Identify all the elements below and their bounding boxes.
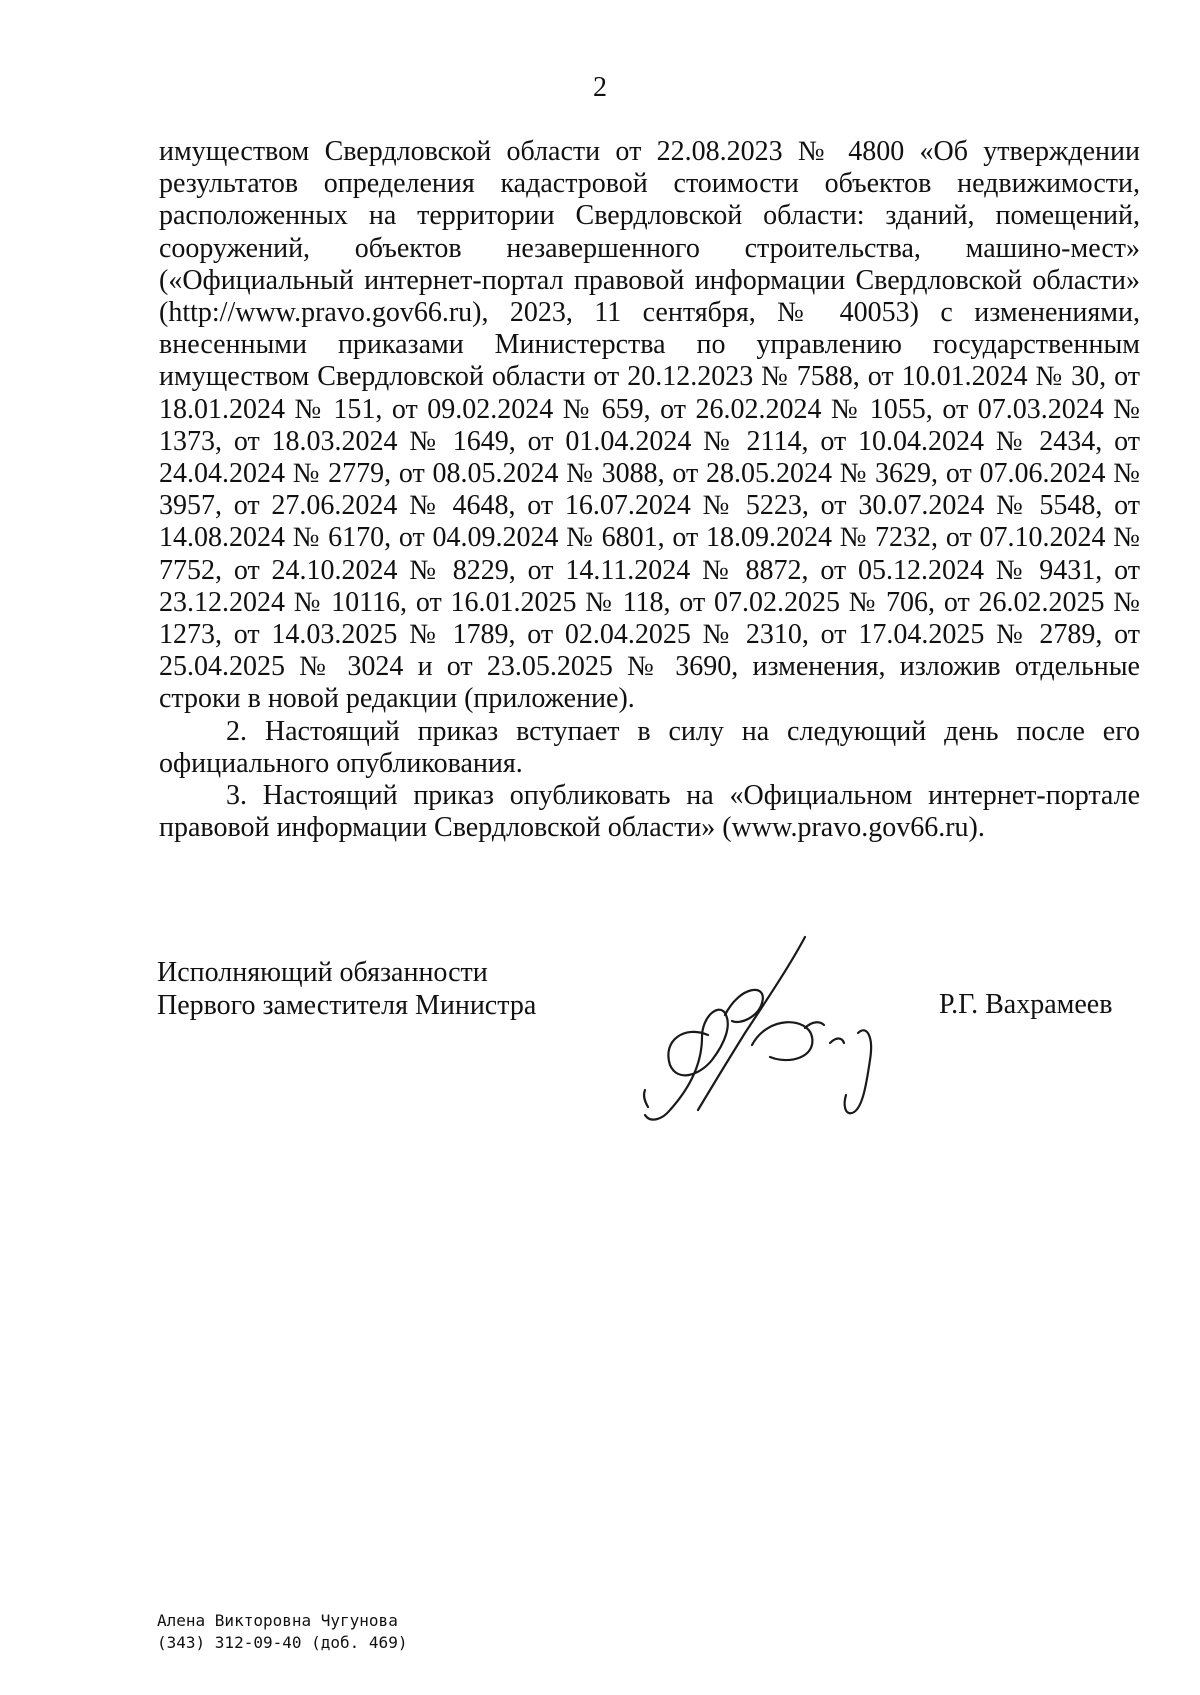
executor-contact [157, 1610, 407, 1654]
executor-name: Алена Викторовна Чугунова [157, 1611, 398, 1630]
signatory-position-line-2: Первого заместителя Министра [157, 990, 537, 1021]
paragraph-effective-date: 2. Настоящий приказ вступает в силу на следующий день после его официального опубликования. [159, 715, 1140, 779]
signatory-position-line-1: Исполняющий обязанности [157, 957, 488, 988]
executor-phone: (343) 312-09-40 (доб. 469) [157, 1633, 408, 1652]
signatory-position [157, 956, 536, 1022]
paragraph-amendments: имуществом Свердловской области от 22.08.2023 № 4800 «Об утверждении результатов определения кадастровой стоимости объектов недвижимости, расположенных на территории Свердловской области: зданий, помещений, сооружений, объектов незавершенного строительства, машино-мест» («Официальный интернет-портал правовой информации Свердловской области» (http://www.pravo.gov66.ru), 2023, 11 сентября, № 40053) с изменениями, внесенными приказами Министерства по управлению государственным имуществом Свердловской области от 20.12.2023 № 7588, от 10.01.2024 № 30, от 18.01.2024 № 151, от 09.02.2024 № 659, от 26.02.2024 № 1055, от 07.03.2024 № 1373, от 18.03.2024 № 1649, от 01.04.2024 № 2114, от 10.04.2024 № 2434, от 24.04.2024 № 2779, от 08.05.2024 № 3088, от 28.05.2024 № 3629, от 07.06.2024 № 3957, от 27.06.2024 № 4648, от 16.07.2024 № 5223, от 30.07.2024 № 5548, от 14.08.2024 № 6170, от 04.09.2024 № 6801, от 18.09.2024 № 7232, от 07.10.2024 № 7752, от 24.10.2024 № 8229, от 14.11.2024 № 8872, от 05.12.2024 № 9431, от 23.12.2024 № 10116, от 16.01.2025 № 118, от 07.02.2025 № 706, от 26.02.2025 № 1273, от 14.03.2025 № 1789, от 02.04.2025 № 2310, от 17.04.2025 № 2789, от 25.04.2025 № 3024 и от 23.05.2025 № 3690, изменения, изложив отдельные строки в новой редакции (приложение). [159, 136, 1140, 715]
handwritten-signature [640, 925, 890, 1130]
document-body [159, 136, 1140, 844]
page-number: 2 [593, 72, 607, 103]
paragraph-publication: 3. Настоящий приказ опубликовать на «Официальном интернет-портале правовой информации Свердловской области» (www.pravo.gov66.ru). [159, 780, 1140, 844]
signatory-name: Р.Г. Вахрамеев [939, 989, 1113, 1020]
